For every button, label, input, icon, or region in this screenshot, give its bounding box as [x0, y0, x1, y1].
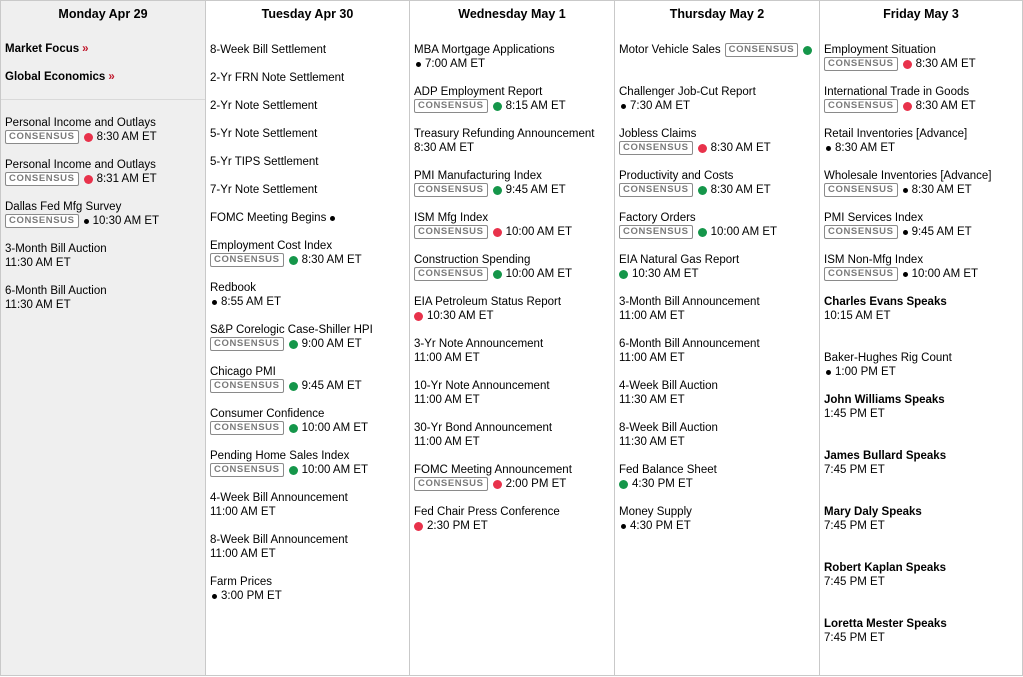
event-time: 10:00 AM ET [710, 226, 778, 238]
event-name[interactable]: Redbook [210, 282, 257, 294]
calendar-event[interactable] [210, 575, 407, 603]
event-time: 9:45 AM ET [505, 184, 566, 196]
small-dot-icon [826, 146, 831, 151]
event-time-line [824, 463, 1020, 477]
event-name[interactable]: 10-Yr Note Announcement [414, 380, 550, 392]
event-name[interactable]: Charles Evans Speaks [824, 296, 947, 308]
calendar-event[interactable] [619, 379, 817, 407]
event-name[interactable]: ISM Mfg Index [414, 212, 489, 224]
consensus-button[interactable]: CONSENSUS [619, 225, 693, 239]
event-time-line [414, 267, 612, 281]
green-dot-icon [493, 102, 502, 111]
consensus-button[interactable]: CONSENSUS [414, 267, 488, 281]
event-name[interactable]: Treasury Refunding Announcement [414, 128, 595, 140]
calendar-event[interactable] [824, 127, 1020, 155]
day-header: Monday Apr 29 [58, 7, 148, 21]
event-time: 8:30 AM ET [710, 142, 771, 154]
event-time: 9:45 AM ET [911, 226, 972, 238]
event-time-line [414, 435, 612, 449]
event-name[interactable]: 3-Month Bill Auction [5, 243, 107, 255]
event-time-line [5, 298, 203, 312]
event-time: 8:30 AM ET [710, 184, 771, 196]
event-time-line [824, 309, 1020, 323]
event-name[interactable]: Mary Daly Speaks [824, 506, 922, 518]
event-time-line [210, 589, 407, 603]
calendar-event[interactable] [210, 155, 407, 169]
event-name[interactable]: Retail Inventories [Advance] [824, 128, 968, 140]
small-dot-icon [330, 216, 335, 221]
event-name[interactable]: 7-Yr Note Settlement [210, 184, 318, 196]
event-name[interactable]: Pending Home Sales Index [210, 450, 350, 462]
green-dot-icon [289, 340, 298, 349]
small-dot-icon [212, 594, 217, 599]
green-dot-icon [619, 480, 628, 489]
day-column [819, 0, 1023, 676]
event-time-line [414, 393, 612, 407]
event-time: 9:00 AM ET [301, 338, 362, 350]
event-name[interactable]: Personal Income and Outlays [5, 159, 156, 171]
event-time-line [619, 477, 817, 491]
event-time-line [619, 435, 817, 449]
consensus-button[interactable]: CONSENSUS [824, 99, 898, 113]
calendar-event[interactable] [619, 505, 817, 533]
event-time-line [824, 365, 1020, 379]
event-time: 2:00 PM ET [505, 478, 567, 490]
event-name[interactable]: Productivity and Costs [619, 170, 734, 182]
small-dot-icon [903, 272, 908, 277]
event-time-line [5, 256, 203, 270]
event-time-line [824, 575, 1020, 589]
event-name[interactable]: 2-Yr FRN Note Settlement [210, 72, 345, 84]
calendar-event[interactable] [414, 295, 612, 323]
event-time: 10:00 AM ET [505, 226, 573, 238]
event-time: 7:45 PM ET [824, 520, 885, 532]
calendar-event[interactable] [210, 491, 407, 519]
event-time: 8:30 AM ET [911, 184, 972, 196]
event-name[interactable]: ADP Employment Report [414, 86, 543, 98]
event-name[interactable]: Chicago PMI [210, 366, 276, 378]
focus-link[interactable] [5, 71, 115, 83]
calendar-event[interactable] [824, 253, 1020, 281]
event-time: 7:45 PM ET [824, 464, 885, 476]
event-time-line [414, 351, 612, 365]
consensus-button[interactable]: CONSENSUS [210, 253, 284, 267]
event-time: 10:30 AM ET [92, 215, 160, 227]
event-name[interactable]: 8-Week Bill Auction [619, 422, 718, 434]
event-time-line [619, 141, 817, 155]
calendar-event[interactable] [824, 617, 1020, 645]
green-dot-icon [493, 186, 502, 195]
green-dot-icon [698, 186, 707, 195]
calendar-event[interactable] [414, 421, 612, 449]
consensus-button[interactable]: CONSENSUS [725, 43, 799, 57]
red-dot-icon [698, 144, 707, 153]
event-time: 7:45 PM ET [824, 632, 885, 644]
event-time-line [5, 172, 203, 186]
event-name[interactable]: FOMC Meeting Announcement [414, 464, 572, 476]
calendar-event[interactable] [210, 407, 407, 435]
red-dot-icon [414, 522, 423, 531]
calendar-event[interactable] [824, 211, 1020, 239]
event-time-line [210, 421, 407, 435]
consensus-button[interactable]: CONSENSUS [824, 57, 898, 71]
event-name[interactable]: 3-Month Bill Announcement [619, 296, 760, 308]
calendar-event[interactable] [619, 253, 817, 281]
event-time-line [824, 407, 1020, 421]
calendar-event[interactable] [210, 449, 407, 477]
event-name[interactable]: Farm Prices [210, 576, 272, 588]
consensus-button[interactable]: CONSENSUS [414, 477, 488, 491]
calendar-event[interactable] [619, 85, 817, 113]
event-time: 8:30 AM ET [835, 142, 896, 154]
event-time: 8:30 AM ET [414, 142, 475, 154]
event-time: 4:30 PM ET [630, 520, 691, 532]
event-title-line [210, 211, 407, 225]
event-time: 7:45 PM ET [824, 576, 885, 588]
event-name[interactable]: Personal Income and Outlays [5, 117, 156, 129]
consensus-button[interactable]: CONSENSUS [619, 183, 693, 197]
event-time-line [210, 295, 407, 309]
calendar-event[interactable] [414, 127, 612, 155]
event-time-line [824, 519, 1020, 533]
event-name[interactable]: 8-Week Bill Settlement [210, 44, 327, 56]
event-time-line [824, 225, 1020, 239]
day-column [409, 0, 614, 676]
event-time-line [824, 631, 1020, 645]
calendar-event[interactable] [210, 365, 407, 393]
calendar-event[interactable] [210, 183, 407, 197]
red-dot-icon [903, 60, 912, 69]
green-dot-icon [803, 46, 812, 55]
calendar-event[interactable] [414, 211, 612, 239]
focus-link-label: Market Focus [5, 43, 80, 55]
calendar-event[interactable] [619, 43, 817, 57]
calendar-event[interactable] [824, 561, 1020, 589]
calendar-event[interactable] [210, 239, 407, 267]
event-time-line [210, 547, 407, 561]
event-time-line [5, 214, 203, 228]
divider [1, 99, 205, 100]
calendar-event[interactable] [210, 533, 407, 561]
day-header: Tuesday Apr 30 [261, 7, 354, 21]
consensus-button[interactable]: CONSENSUS [210, 463, 284, 477]
calendar-event[interactable] [210, 99, 407, 113]
event-name[interactable]: MBA Mortgage Applications [414, 44, 555, 56]
event-time: 8:30 AM ET [96, 131, 157, 143]
red-dot-icon [493, 228, 502, 237]
event-time-line [414, 477, 612, 491]
event-name[interactable]: Construction Spending [414, 254, 531, 266]
green-dot-icon [493, 270, 502, 279]
event-name[interactable]: EIA Natural Gas Report [619, 254, 740, 266]
event-time-line [619, 351, 817, 365]
event-time: 3:00 PM ET [221, 590, 282, 602]
event-name[interactable]: Money Supply [619, 506, 692, 518]
event-time-line [619, 393, 817, 407]
event-time-line [5, 130, 203, 144]
day-column [614, 0, 819, 676]
event-time: 8:30 AM ET [915, 100, 976, 112]
day-column [0, 0, 205, 676]
event-time-line [414, 225, 612, 239]
event-time: 11:30 AM ET [5, 299, 71, 311]
calendar-event[interactable] [210, 211, 407, 225]
green-dot-icon [289, 466, 298, 475]
chevron-right-icon: » [82, 43, 89, 55]
event-time: 11:30 AM ET [619, 394, 685, 406]
event-time: 11:00 AM ET [619, 352, 685, 364]
event-time-line [824, 267, 1020, 281]
event-name[interactable]: 30-Yr Bond Announcement [414, 422, 553, 434]
event-name[interactable]: Robert Kaplan Speaks [824, 562, 947, 574]
event-time-line [210, 379, 407, 393]
event-name[interactable]: Factory Orders [619, 212, 696, 224]
calendar-event[interactable] [414, 337, 612, 365]
green-dot-icon [698, 228, 707, 237]
event-time: 1:00 PM ET [835, 366, 896, 378]
calendar-event[interactable] [824, 85, 1020, 113]
event-name[interactable]: S&P Corelogic Case-Shiller HPI [210, 324, 373, 336]
event-time: 4:30 PM ET [632, 478, 693, 490]
event-name[interactable]: PMI Services Index [824, 212, 924, 224]
focus-link[interactable] [5, 43, 89, 55]
event-time-line [619, 519, 817, 533]
event-time: 1:45 PM ET [824, 408, 885, 420]
consensus-button[interactable]: CONSENSUS [824, 267, 898, 281]
event-name[interactable]: International Trade in Goods [824, 86, 970, 98]
consensus-button[interactable]: CONSENSUS [210, 421, 284, 435]
day-header: Friday May 3 [883, 7, 959, 21]
calendar-event[interactable] [824, 351, 1020, 379]
red-dot-icon [903, 102, 912, 111]
small-dot-icon [416, 62, 421, 67]
event-time-line [824, 57, 1020, 71]
event-time: 10:30 AM ET [632, 268, 699, 280]
event-time-line [619, 183, 817, 197]
event-time: 11:00 AM ET [210, 506, 276, 518]
event-time: 8:30 AM ET [301, 254, 362, 266]
small-dot-icon [212, 300, 217, 305]
consensus-button[interactable]: CONSENSUS [414, 183, 488, 197]
event-time: 11:00 AM ET [210, 548, 276, 560]
day-header: Wednesday May 1 [458, 7, 566, 21]
event-name[interactable]: FOMC Meeting Begins [210, 212, 327, 224]
small-dot-icon [903, 188, 908, 193]
event-name[interactable]: Employment Cost Index [210, 240, 333, 252]
event-time-line [824, 183, 1020, 197]
event-time: 11:00 AM ET [414, 352, 480, 364]
calendar-event[interactable] [210, 281, 407, 309]
consensus-button[interactable]: CONSENSUS [5, 214, 79, 228]
event-time-line [414, 99, 612, 113]
event-name[interactable]: Fed Balance Sheet [619, 464, 717, 476]
event-time: 7:00 AM ET [425, 58, 486, 70]
event-time: 10:15 AM ET [824, 310, 891, 322]
event-time-line [210, 463, 407, 477]
event-time: 10:00 AM ET [301, 422, 369, 434]
calendar-event[interactable] [5, 242, 203, 270]
small-dot-icon [84, 219, 89, 224]
consensus-button[interactable]: CONSENSUS [210, 379, 284, 393]
consensus-button[interactable]: CONSENSUS [5, 172, 79, 186]
event-name[interactable]: 5-Yr Note Settlement [210, 128, 318, 140]
event-name[interactable]: Motor Vehicle Sales [619, 44, 721, 56]
event-time-line [414, 309, 612, 323]
calendar-event[interactable] [824, 169, 1020, 197]
calendar-event[interactable] [210, 323, 407, 351]
event-time: 11:30 AM ET [5, 257, 71, 269]
event-name[interactable]: Jobless Claims [619, 128, 697, 140]
calendar-event[interactable] [619, 211, 817, 239]
event-time-line [619, 267, 817, 281]
event-name[interactable]: 8-Week Bill Announcement [210, 534, 348, 546]
calendar-event[interactable] [210, 71, 407, 85]
consensus-button[interactable]: CONSENSUS [824, 183, 898, 197]
calendar-event[interactable] [414, 85, 612, 113]
event-time: 9:45 AM ET [301, 380, 362, 392]
event-time-line [824, 141, 1020, 155]
event-time: 11:00 AM ET [414, 394, 480, 406]
green-dot-icon [619, 270, 628, 279]
event-time-line [619, 99, 817, 113]
calendar-event[interactable] [619, 169, 817, 197]
calendar-event[interactable] [824, 295, 1020, 323]
event-time: 11:00 AM ET [414, 436, 480, 448]
focus-link-label: Global Economics [5, 71, 106, 83]
calendar-event[interactable] [619, 421, 817, 449]
event-name[interactable]: 2-Yr Note Settlement [210, 100, 318, 112]
calendar-event[interactable] [210, 127, 407, 141]
red-dot-icon [84, 175, 93, 184]
event-name[interactable]: 6-Month Bill Announcement [619, 338, 760, 350]
event-name[interactable]: Baker-Hughes Rig Count [824, 352, 952, 364]
consensus-button[interactable]: CONSENSUS [414, 225, 488, 239]
event-time-line [414, 141, 612, 155]
event-time: 8:30 AM ET [915, 58, 976, 70]
calendar-event[interactable] [414, 169, 612, 197]
event-time-line [414, 57, 612, 71]
event-time: 8:15 AM ET [505, 100, 566, 112]
event-name[interactable]: Consumer Confidence [210, 408, 325, 420]
event-name[interactable]: 3-Yr Note Announcement [414, 338, 544, 350]
green-dot-icon [289, 382, 298, 391]
event-name[interactable]: Employment Situation [824, 44, 936, 56]
event-time: 7:30 AM ET [630, 100, 691, 112]
event-name[interactable]: EIA Petroleum Status Report [414, 296, 562, 308]
event-time-line [414, 519, 612, 533]
green-dot-icon [289, 424, 298, 433]
event-name[interactable]: ISM Non-Mfg Index [824, 254, 924, 266]
event-time: 2:30 PM ET [427, 520, 488, 532]
event-name[interactable]: Loretta Mester Speaks [824, 618, 947, 630]
calendar-event[interactable] [414, 43, 612, 71]
small-dot-icon [903, 230, 908, 235]
consensus-button[interactable]: CONSENSUS [619, 141, 693, 155]
event-time-line [619, 225, 817, 239]
calendar-event[interactable] [414, 379, 612, 407]
event-name[interactable]: 4-Week Bill Auction [619, 380, 718, 392]
chevron-right-icon: » [108, 71, 115, 83]
event-name[interactable]: Wholesale Inventories [Advance] [824, 170, 992, 182]
event-time: 11:00 AM ET [619, 310, 685, 322]
calendar-event[interactable] [414, 505, 612, 533]
event-name[interactable]: James Bullard Speaks [824, 450, 947, 462]
event-name[interactable]: Challenger Job-Cut Report [619, 86, 756, 98]
calendar-event[interactable] [414, 463, 612, 491]
calendar-event[interactable] [5, 284, 203, 312]
day-column [205, 0, 409, 676]
event-time: 10:30 AM ET [427, 310, 494, 322]
calendar-event[interactable] [619, 127, 817, 155]
calendar-event[interactable] [824, 505, 1020, 533]
red-dot-icon [414, 312, 423, 321]
small-dot-icon [621, 524, 626, 529]
event-time: 8:55 AM ET [221, 296, 282, 308]
consensus-button[interactable]: CONSENSUS [210, 337, 284, 351]
calendar-event[interactable] [824, 393, 1020, 421]
calendar-event[interactable] [5, 200, 203, 228]
red-dot-icon [84, 133, 93, 142]
event-name[interactable]: PMI Manufacturing Index [414, 170, 542, 182]
event-title-line [619, 43, 817, 57]
small-dot-icon [826, 370, 831, 375]
calendar-event[interactable] [210, 43, 407, 57]
calendar-event[interactable] [824, 43, 1020, 71]
event-time: 10:00 AM ET [301, 464, 369, 476]
consensus-button[interactable]: CONSENSUS [5, 130, 79, 144]
calendar-event[interactable] [5, 116, 203, 144]
event-time-line [210, 337, 407, 351]
consensus-button[interactable]: CONSENSUS [414, 99, 488, 113]
event-name[interactable]: 6-Month Bill Auction [5, 285, 107, 297]
event-time-line [210, 253, 407, 267]
event-time: 11:30 AM ET [619, 436, 685, 448]
calendar-event[interactable] [619, 295, 817, 323]
calendar-event[interactable] [414, 253, 612, 281]
consensus-button[interactable]: CONSENSUS [824, 225, 898, 239]
event-time-line [824, 99, 1020, 113]
event-time: 10:00 AM ET [505, 268, 573, 280]
calendar-event[interactable] [5, 158, 203, 186]
small-dot-icon [621, 104, 626, 109]
event-name[interactable]: 5-Yr TIPS Settlement [210, 156, 319, 168]
day-header: Thursday May 2 [669, 7, 765, 21]
calendar-event[interactable] [619, 463, 817, 491]
event-time-line [414, 183, 612, 197]
event-time-line [210, 505, 407, 519]
event-name[interactable]: Fed Chair Press Conference [414, 506, 560, 518]
calendar-event[interactable] [619, 337, 817, 365]
event-name[interactable]: John Williams Speaks [824, 394, 945, 406]
event-time: 10:00 AM ET [911, 268, 979, 280]
event-name[interactable]: Dallas Fed Mfg Survey [5, 201, 122, 213]
event-name[interactable]: 4-Week Bill Announcement [210, 492, 348, 504]
red-dot-icon [493, 480, 502, 489]
green-dot-icon [289, 256, 298, 265]
calendar-event[interactable] [824, 449, 1020, 477]
event-time-line [619, 309, 817, 323]
event-time: 8:31 AM ET [96, 173, 157, 185]
